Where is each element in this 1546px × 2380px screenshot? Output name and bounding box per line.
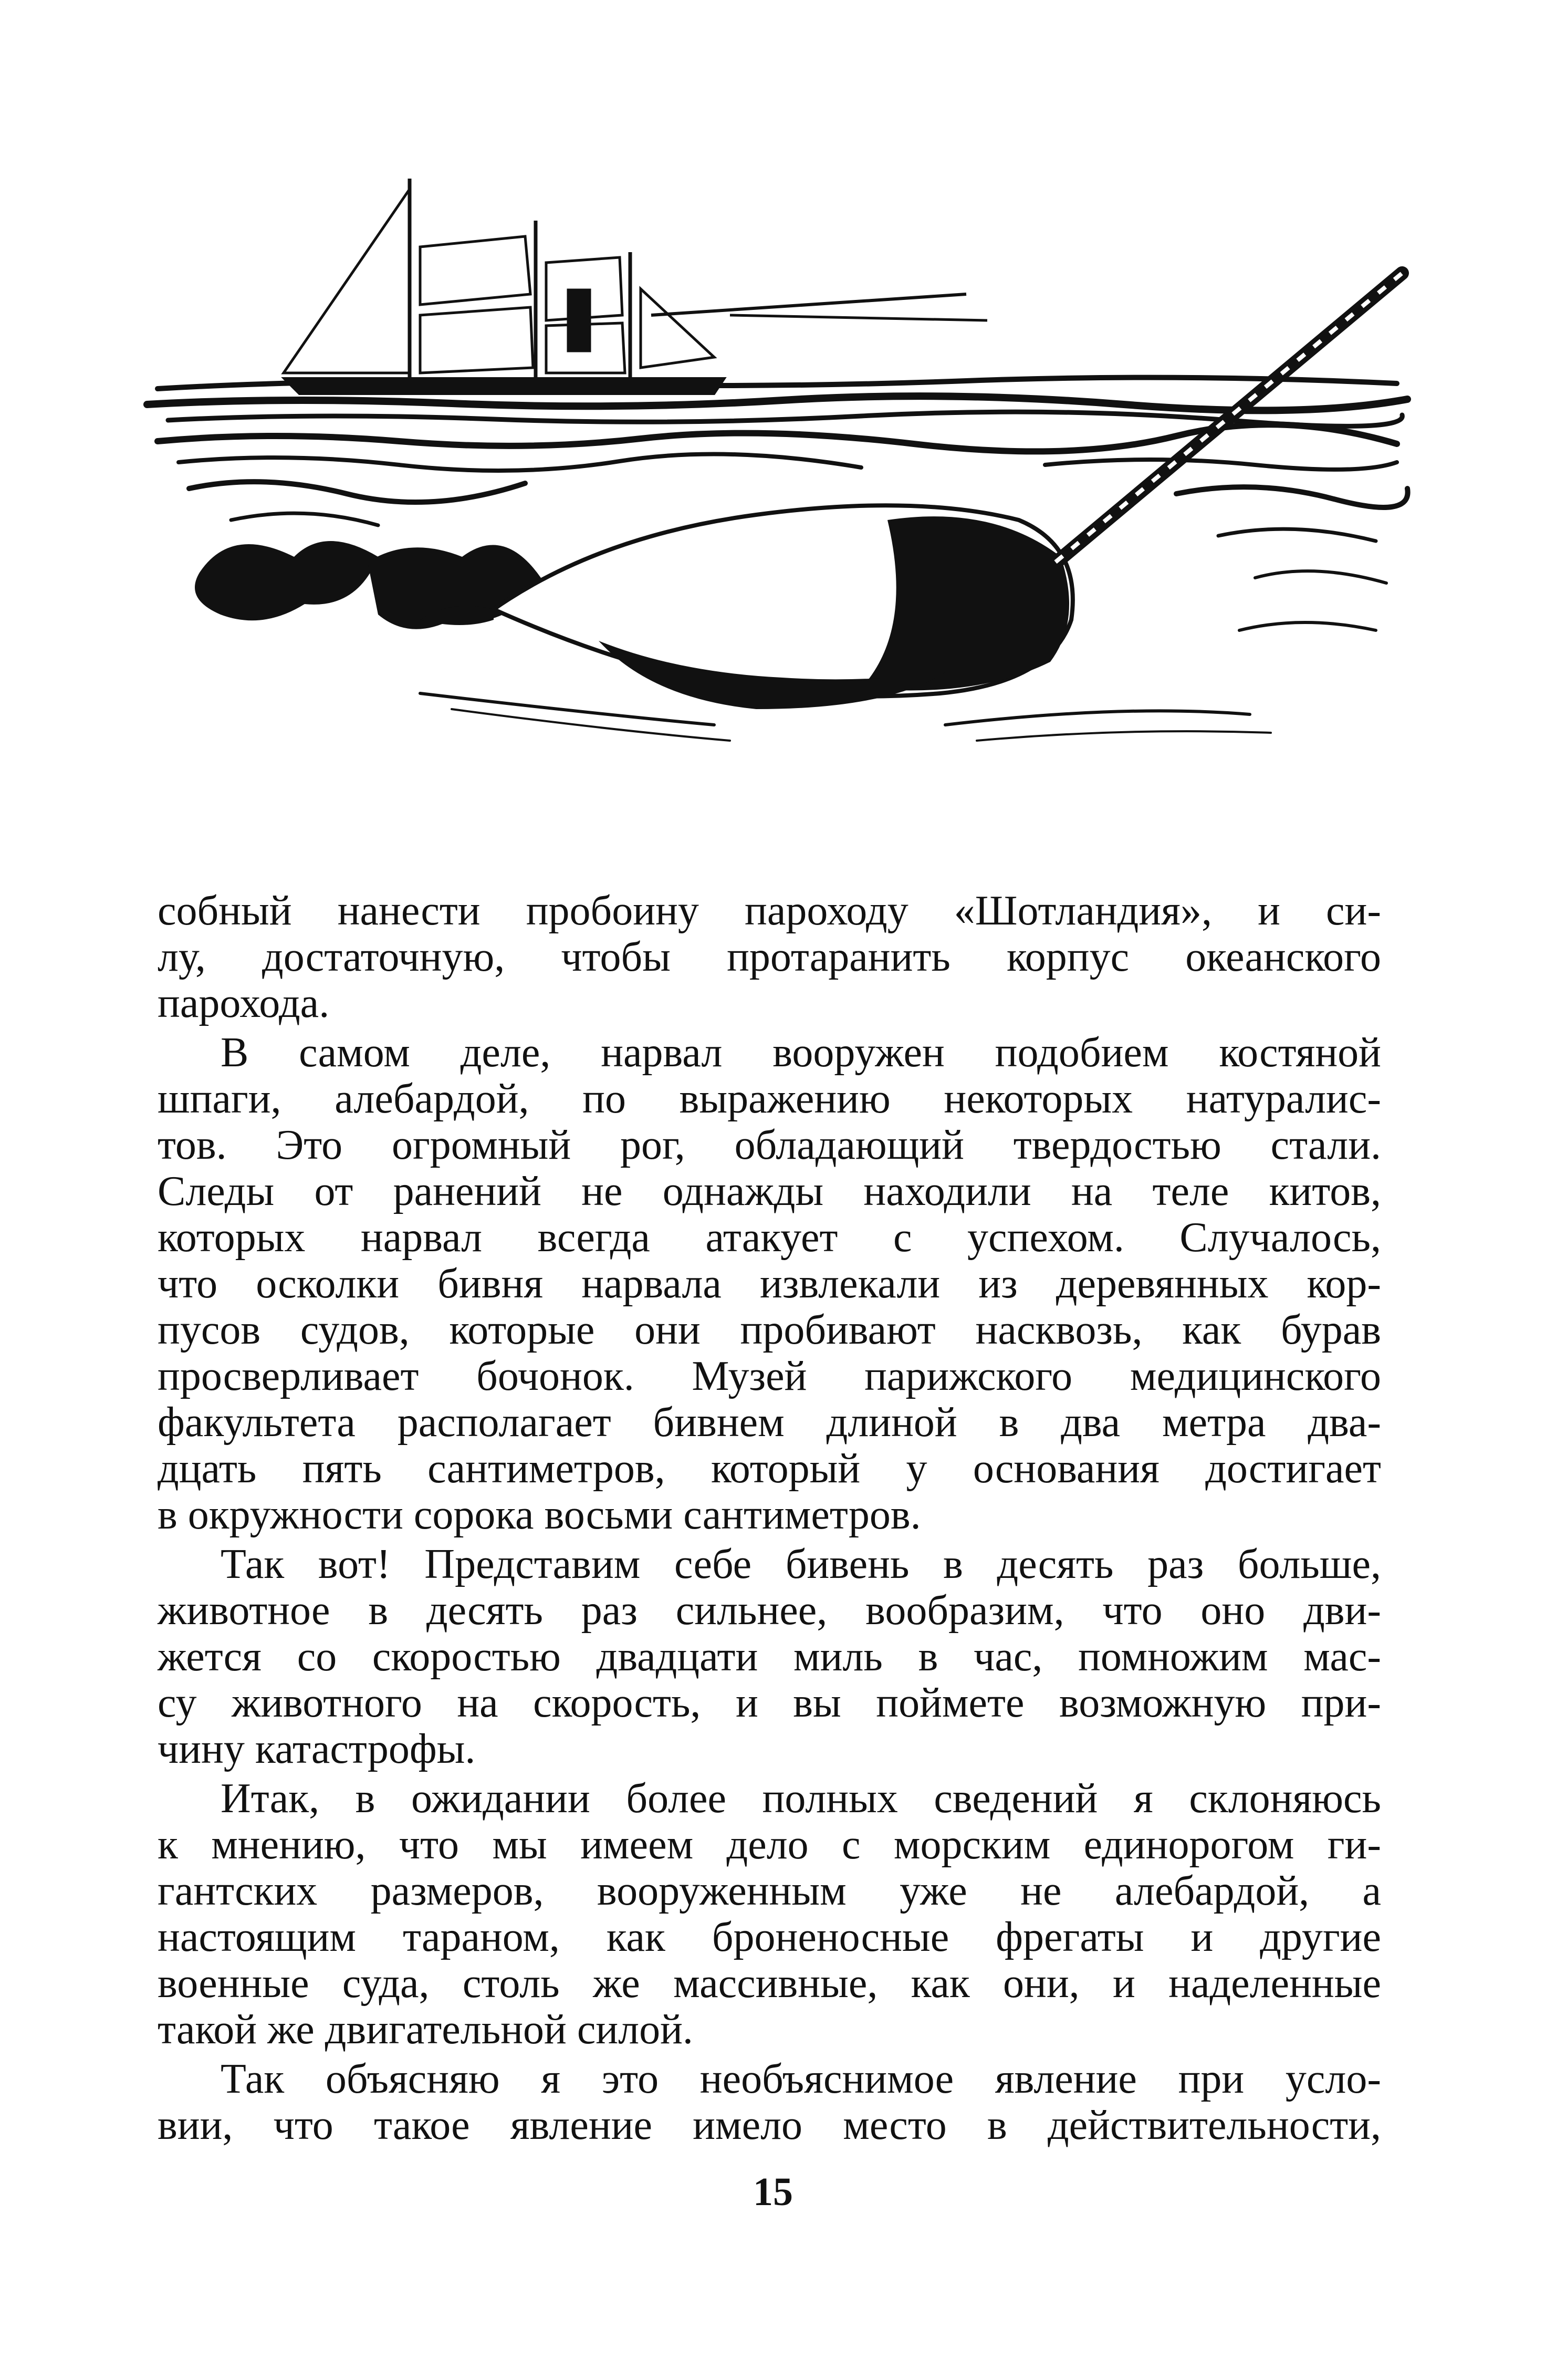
paragraph-5 <box>158 2056 1381 2148</box>
text-line: в окружности сорока восьми сантиметров. <box>158 1492 921 1538</box>
text-line: Следы от ранений не однажды находили на теле китов, <box>158 1168 1381 1214</box>
text-line: жется со скоростью двадцати миль в час, помножим мас- <box>158 1634 1381 1680</box>
text-line: к мнению, что мы имеем дело с морским единорогом ги- <box>158 1822 1381 1868</box>
text-line: парохода. <box>158 980 330 1026</box>
page-number: 15 <box>753 2170 793 2214</box>
text-line: Итак, в ожидании более полных сведений я склоняюсь <box>221 1775 1381 1822</box>
text-line: что осколки бивня нарвала извлекали из деревянных кор- <box>158 1261 1381 1307</box>
text-line: которых нарвал всегда атакует с успехом. Случалось, <box>158 1214 1381 1261</box>
text-line: пусов судов, которые они пробивают насквозь, как бурав <box>158 1307 1381 1353</box>
text-line: лу, достаточную, чтобы протаранить корпус океанского <box>158 934 1381 980</box>
text-line: тов. Это огромный рог, обладающий твердостью стали. <box>158 1122 1381 1168</box>
paragraph-3 <box>158 1541 1381 1772</box>
text-line: чину катастрофы. <box>158 1726 476 1772</box>
text-line: собный нанести пробоину пароходу «Шотландия», и си- <box>158 888 1381 934</box>
text-line: шпаги, алебардой, по выражению некоторых натуралис- <box>158 1076 1381 1122</box>
text-line: В самом деле, нарвал вооружен подобием костяной <box>221 1030 1381 1076</box>
text-line: военные суда, столь же массивные, как они, и наделенные <box>158 1960 1381 2007</box>
paragraph-4 <box>158 1775 1381 2053</box>
text-line: животное в десять раз сильнее, вообразим, что оно дви- <box>158 1587 1381 1634</box>
text-line: настоящим тараном, как броненосные фрегаты и другие <box>158 1914 1381 1960</box>
body-text <box>158 888 1381 2152</box>
text-line: гантских размеров, вооруженным уже не алебардой, а <box>158 1868 1381 1914</box>
text-line: Так объясняю я это необъяснимое явление при усло- <box>221 2056 1381 2102</box>
text-line: просверливает бочонок. Музей парижского медицинского <box>158 1353 1381 1399</box>
paragraph-1 <box>158 888 1381 1026</box>
text-line: дцать пять сантиметров, который у основания достигает <box>158 1446 1381 1492</box>
ship-and-narwhal-illustration <box>126 158 1418 840</box>
sailing-ship-icon <box>284 179 987 394</box>
text-line: Так вот! Представим себе бивень в десять раз больше, <box>221 1541 1381 1587</box>
paragraph-2 <box>158 1030 1381 1538</box>
text-line: вии, что такое явление имело место в действительности, <box>158 2102 1381 2148</box>
text-line: такой же двигательной силой. <box>158 2007 693 2053</box>
text-line: су животного на скорость, и вы поймете возможную при- <box>158 1680 1381 1726</box>
text-line: факультета располагает бивнем длиной в два метра два- <box>158 1399 1381 1446</box>
